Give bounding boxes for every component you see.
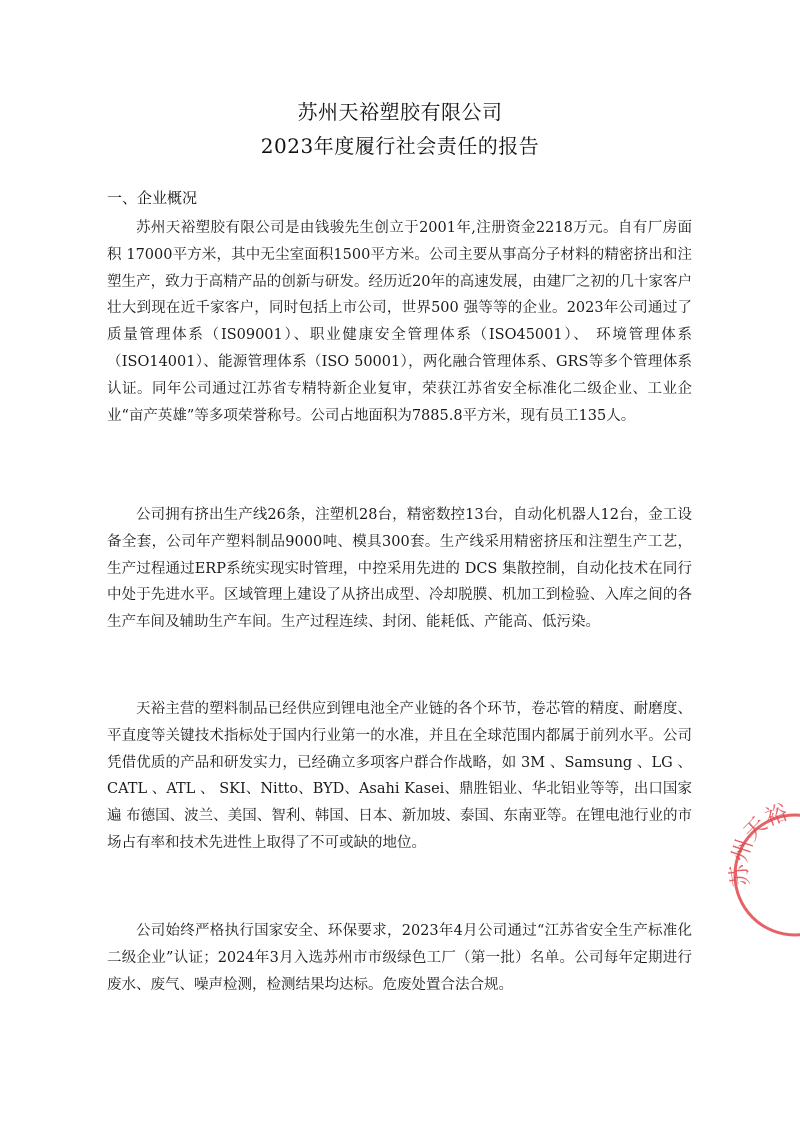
paragraph-text: 苏州天裕塑胶有限公司是由钱骏先生创立于2001年,注册资金2218万元。自有厂房面积 17000平方米，其中无尘室面积1500平方米。公司主要从事高分子材料的精密挤出和注塑生产，致力于高精产品的创新与研发。经历近20年的高速发展，由建厂之初的几十家客户壮大到现在近千家客户，同时包括上市公司，世界500 强等等的企业。2023年公司通过了质量管理体系（IS09001）、职业健康安全管理体系（ISO45001）、 环境管理体系（ISO14001）、能源管理体系（ISO 50001），两化融合管理体系、GRS等多个管理体系认证。同年公司通过江苏省专精特新企业复审，荣获江苏省安全标准化二级企业、工业企业“亩产英雄”等多项荣誉称号。公司占地面积为7885.8平方米，现有员工135人。 (107, 220, 692, 424)
paragraph-text: 公司始终严格执行国家安全、环保要求，2023年4月公司通过“江苏省安全生产标准化二级企业”认证；2024年3月入选苏州市市级绿色工厂（第一批）名单。公司每年定期进行废水、废气、噪声检测，检测结果均达标。危废处置合法合规。 (107, 923, 692, 993)
report-title: 2023年度履行社会责任的报告 (260, 134, 540, 158)
paragraph-1 (107, 215, 692, 429)
paragraph-text: 天裕主营的塑料制品已经供应到锂电池全产业链的各个环节，卷芯管的精度、耐磨度、平直度等关键技术指标处于国内行业第一的水准，并且在全球范围内都属于前列水平。公司凭借优质的产品和研发实力，已经确立多项客户群合作战略，如 3M 、Samsung 、LG 、CATL 、ATL 、 SKI、Nitto、BYD、Asahi Kasei、鼎胜铝业、华北铝业等等，出口国家遍 布德国、波兰、美国、智利、韩国、日本、新加坡、泰国、东南亚等。在锂电池行业的市场占有率和技术先进性上取得了不可或缺的地位。 (107, 701, 692, 851)
section-heading-overview: 一、企业概况 (107, 189, 198, 207)
seal-text (727, 800, 791, 888)
seal-text-path: 苏州天裕 (726, 800, 792, 889)
company-seal-stamp (726, 800, 800, 940)
paragraph-2 (107, 502, 692, 636)
company-title: 苏州天裕塑胶有限公司 (297, 100, 503, 124)
paragraph-text: 公司拥有挤出生产线26条，注塑机28台，精密数控13台，自动化机器人12台，金工设备全套，公司年产塑料制品9000吨、模具300套。生产线采用精密挤压和注塑生产工艺，生产过程通过ERP系统实现实时管理，中控采用先进的 DCS 集散控制，自动化技术在同行中处于先进水平。区域管理上建设了从挤出成型、冷却脱膜、机加工到检验、入库之间的各生产车间及辅助生产车间。生产过程连续、封闭、能耗低、产能高、低污染。 (107, 507, 692, 631)
paragraph-3 (107, 696, 692, 857)
paragraph-4 (107, 918, 692, 998)
